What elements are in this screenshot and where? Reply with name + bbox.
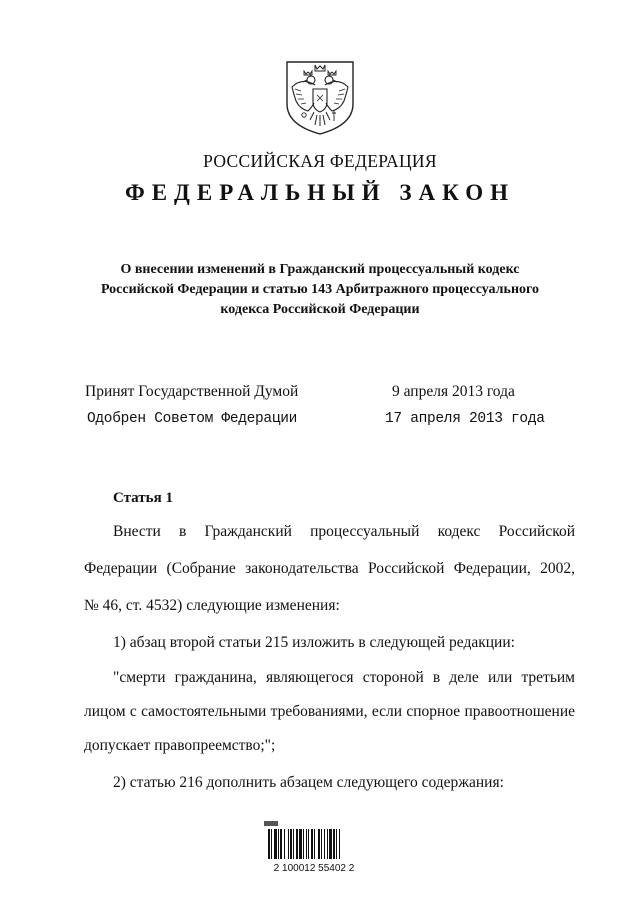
barcode-icon	[258, 819, 370, 861]
article-heading: Статья 1	[113, 490, 173, 506]
barcode-bar	[308, 829, 309, 859]
barcode-bar	[321, 829, 322, 859]
article-paragraph-line: Внести в Гражданский процессуальный кодекс Российской	[113, 523, 575, 540]
barcode-bar	[339, 829, 340, 859]
article-paragraph-line: 1) абзац второй статьи 215 изложить в следующей редакции:	[113, 634, 515, 651]
barcode-number: 2 100012 55402 2	[273, 863, 355, 874]
barcode-bar	[271, 829, 272, 859]
barcode-bar	[299, 829, 302, 859]
barcode-bar	[311, 829, 313, 859]
barcode-bar	[296, 829, 298, 859]
article-paragraph-line: лицом с самостоятельными требованиями, если спорное правоотношение	[84, 703, 575, 720]
barcode-bar	[329, 829, 332, 859]
barcode-bar	[268, 829, 270, 859]
barcode-bar	[290, 829, 292, 859]
barcode-bar	[324, 829, 325, 859]
approved-date: 17 апреля 2013 года	[385, 411, 545, 427]
barcode-bar	[280, 829, 282, 859]
adopted-date: 9 апреля 2013 года	[392, 383, 515, 400]
article-paragraph-line: "смерти гражданина, являющегося стороной в деле или третьим	[113, 669, 575, 686]
document-type: ФЕДЕРАЛЬНЫЙ ЗАКОН	[124, 180, 516, 205]
barcode-bar	[306, 829, 307, 859]
article-paragraph-line: Федерации (Собрание законодательства Российской Федерации, 2002,	[84, 560, 575, 577]
barcode-bar	[318, 829, 320, 859]
article-paragraph-line: 2) статью 216 дополнить абзацем следующего содержания:	[113, 774, 504, 791]
coat-of-arms-icon	[284, 59, 356, 136]
barcode-bar	[314, 829, 315, 859]
law-title-line: О внесении изменений в Гражданский процессуальный кодекс	[120, 262, 520, 277]
country-name: РОССИЙСКАЯ ФЕДЕРАЦИЯ	[203, 151, 437, 171]
article-paragraph-line: № 46, ст. 4532) следующие изменения:	[84, 597, 340, 614]
barcode-bar	[303, 829, 304, 859]
law-title	[60, 260, 580, 320]
barcode-bar	[327, 829, 328, 859]
barcode-bar	[274, 829, 277, 859]
adopted-by-duma-label: Принят Государственной Думой	[85, 383, 299, 400]
barcode-bar	[278, 829, 279, 859]
barcode-bar	[284, 829, 285, 859]
barcode-bar	[293, 829, 294, 859]
barcode-bar	[333, 829, 335, 859]
barcode-bar	[288, 829, 289, 859]
barcode-tiny-mark	[264, 821, 278, 826]
law-title-line: кодекса Российской Федерации	[220, 302, 420, 317]
barcode-bar	[336, 829, 337, 859]
barcode	[258, 819, 370, 879]
law-title-line: Российской Федерации и статью 143 Арбитражного процессуального	[100, 282, 540, 297]
article-paragraph-line: допускает правопреемство;";	[84, 737, 276, 754]
approved-by-council-label: Одобрен Советом Федерации	[87, 411, 298, 427]
